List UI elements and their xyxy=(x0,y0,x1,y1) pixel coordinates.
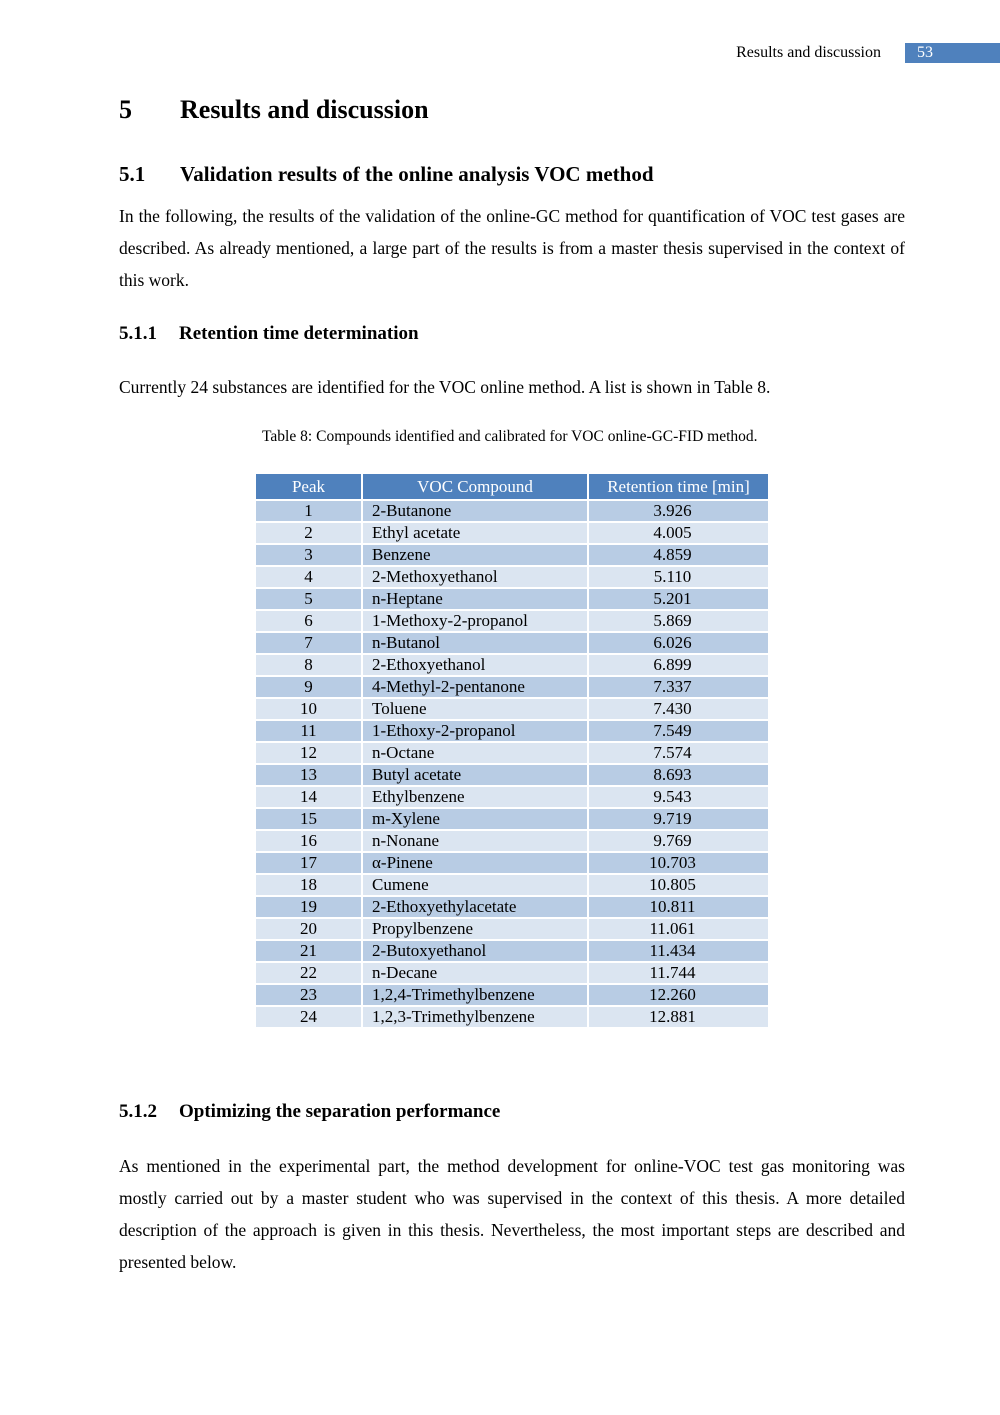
table-row xyxy=(256,500,768,522)
retention-time-cell: 9.769 xyxy=(588,830,768,852)
retention-time-cell: 5.201 xyxy=(588,588,768,610)
retention-time-cell: 11.061 xyxy=(588,918,768,940)
compound-cell: 4-Methyl-2-pentanone xyxy=(362,676,588,698)
table-row xyxy=(256,720,768,742)
subsection-heading-1 xyxy=(119,323,419,345)
retention-time-cell: 9.719 xyxy=(588,808,768,830)
intro-paragraph: In the following, the results of the validation of the online-GC method for quantification of VOC test gases are described. As already mentioned, a large part of the results is from a master thesis supervised in the context of this work. xyxy=(119,206,905,290)
peak-cell: 7 xyxy=(256,632,362,654)
table-caption-label: Table 8: xyxy=(262,428,313,445)
compound-cell: Ethyl acetate xyxy=(362,522,588,544)
table-row xyxy=(256,940,768,962)
peak-cell: 24 xyxy=(256,1006,362,1027)
section-heading xyxy=(119,162,654,187)
table-row xyxy=(256,654,768,676)
table-row xyxy=(256,764,768,786)
column-header-peak: Peak xyxy=(256,474,362,500)
retention-time-cell: 10.703 xyxy=(588,852,768,874)
peak-cell: 22 xyxy=(256,962,362,984)
running-title: Results and discussion xyxy=(736,44,881,61)
retention-time-cell: 7.337 xyxy=(588,676,768,698)
retention-time-cell: 10.811 xyxy=(588,896,768,918)
subsection-title-1: Retention time determination xyxy=(179,323,419,344)
peak-cell: 8 xyxy=(256,654,362,676)
retention-time-cell: 12.260 xyxy=(588,984,768,1006)
compound-cell: n-Heptane xyxy=(362,588,588,610)
table-row xyxy=(256,588,768,610)
retention-time-cell: 7.574 xyxy=(588,742,768,764)
chapter-heading xyxy=(119,95,429,125)
peak-cell: 12 xyxy=(256,742,362,764)
retention-time-cell: 4.005 xyxy=(588,522,768,544)
compound-cell: Cumene xyxy=(362,874,588,896)
peak-cell: 20 xyxy=(256,918,362,940)
peak-cell: 18 xyxy=(256,874,362,896)
column-header-compound: VOC Compound xyxy=(362,474,588,500)
peak-cell: 5 xyxy=(256,588,362,610)
section-number: 5.1 xyxy=(119,162,146,186)
retention-time-cell: 11.434 xyxy=(588,940,768,962)
retention-time-cell: 10.805 xyxy=(588,874,768,896)
table-row xyxy=(256,896,768,918)
retention-time-cell: 6.899 xyxy=(588,654,768,676)
compound-cell: n-Nonane xyxy=(362,830,588,852)
peak-cell: 14 xyxy=(256,786,362,808)
table-row xyxy=(256,918,768,940)
retention-time-cell: 9.543 xyxy=(588,786,768,808)
peak-cell: 9 xyxy=(256,676,362,698)
table-row xyxy=(256,962,768,984)
voc-compound-table xyxy=(256,474,768,1027)
retention-time-cell: 7.549 xyxy=(588,720,768,742)
page-number: 53 xyxy=(905,43,1000,63)
table-row xyxy=(256,544,768,566)
subsection-heading-2 xyxy=(119,1101,500,1123)
compound-cell: 2-Methoxyethanol xyxy=(362,566,588,588)
running-header xyxy=(736,43,1000,63)
retention-time-cell: 12.881 xyxy=(588,1006,768,1027)
peak-cell: 23 xyxy=(256,984,362,1006)
peak-cell: 11 xyxy=(256,720,362,742)
retention-time-cell: 5.110 xyxy=(588,566,768,588)
peak-cell: 17 xyxy=(256,852,362,874)
peak-cell: 2 xyxy=(256,522,362,544)
table-header-row xyxy=(256,474,768,500)
peak-cell: 21 xyxy=(256,940,362,962)
retention-time-cell: 4.859 xyxy=(588,544,768,566)
table-row xyxy=(256,676,768,698)
peak-cell: 19 xyxy=(256,896,362,918)
table-row xyxy=(256,522,768,544)
compound-cell: Butyl acetate xyxy=(362,764,588,786)
table-row xyxy=(256,698,768,720)
table-caption-text: Compounds identified and calibrated for VOC online-GC-FID method. xyxy=(316,428,758,445)
peak-cell: 13 xyxy=(256,764,362,786)
retention-time-cell: 3.926 xyxy=(588,500,768,522)
compound-cell: n-Butanol xyxy=(362,632,588,654)
peak-cell: 1 xyxy=(256,500,362,522)
peak-cell: 15 xyxy=(256,808,362,830)
compound-cell: 2-Ethoxyethylacetate xyxy=(362,896,588,918)
retention-time-cell: 6.026 xyxy=(588,632,768,654)
compound-cell: Propylbenzene xyxy=(362,918,588,940)
retention-time-cell: 8.693 xyxy=(588,764,768,786)
compound-cell: 2-Butoxyethanol xyxy=(362,940,588,962)
subsection-number-1: 5.1.1 xyxy=(119,323,157,344)
subsection-title-2: Optimizing the separation performance xyxy=(179,1101,501,1122)
compound-cell: 1-Methoxy-2-propanol xyxy=(362,610,588,632)
table-row xyxy=(256,874,768,896)
chapter-title: Results and discussion xyxy=(180,95,429,124)
compound-cell: n-Decane xyxy=(362,962,588,984)
compound-cell: 1-Ethoxy-2-propanol xyxy=(362,720,588,742)
compound-cell: n-Octane xyxy=(362,742,588,764)
compound-cell: 1,2,4-Trimethylbenzene xyxy=(362,984,588,1006)
table-row xyxy=(256,984,768,1006)
retention-time-cell: 7.430 xyxy=(588,698,768,720)
compound-cell: m-Xylene xyxy=(362,808,588,830)
table-row xyxy=(256,786,768,808)
separation-paragraph: As mentioned in the experimental part, the method development for online-VOC test gas monitoring was mostly carried out by a master student who was supervised in the context of this thesis. A more detailed description of the approach is given in this thesis. Nevertheless, the most important steps are described and presented below. xyxy=(119,1156,905,1272)
peak-cell: 6 xyxy=(256,610,362,632)
column-header-retention-time: Retention time [min] xyxy=(588,474,768,500)
retention-time-cell: 5.869 xyxy=(588,610,768,632)
section-title: Validation results of the online analysis VOC method xyxy=(180,162,654,186)
table-row xyxy=(256,808,768,830)
subsection-number-2: 5.1.2 xyxy=(119,1101,157,1122)
compound-cell: 2-Butanone xyxy=(362,500,588,522)
table-row xyxy=(256,632,768,654)
peak-cell: 10 xyxy=(256,698,362,720)
compound-cell: Benzene xyxy=(362,544,588,566)
table-row xyxy=(256,852,768,874)
table-row xyxy=(256,742,768,764)
retention-time-cell: 11.744 xyxy=(588,962,768,984)
table-caption xyxy=(262,427,767,446)
chapter-number: 5 xyxy=(119,95,132,124)
peak-cell: 3 xyxy=(256,544,362,566)
table-row xyxy=(256,610,768,632)
retention-paragraph: Currently 24 substances are identified for the VOC online method. A list is shown in Table 8. xyxy=(119,377,771,397)
table-row xyxy=(256,1006,768,1027)
compound-cell: Toluene xyxy=(362,698,588,720)
compound-cell: Ethylbenzene xyxy=(362,786,588,808)
peak-cell: 4 xyxy=(256,566,362,588)
table-row xyxy=(256,566,768,588)
table-row xyxy=(256,830,768,852)
peak-cell: 16 xyxy=(256,830,362,852)
table-body xyxy=(256,500,768,1027)
compound-cell: 1,2,3-Trimethylbenzene xyxy=(362,1006,588,1027)
compound-cell: α-Pinene xyxy=(362,852,588,874)
compound-cell: 2-Ethoxyethanol xyxy=(362,654,588,676)
